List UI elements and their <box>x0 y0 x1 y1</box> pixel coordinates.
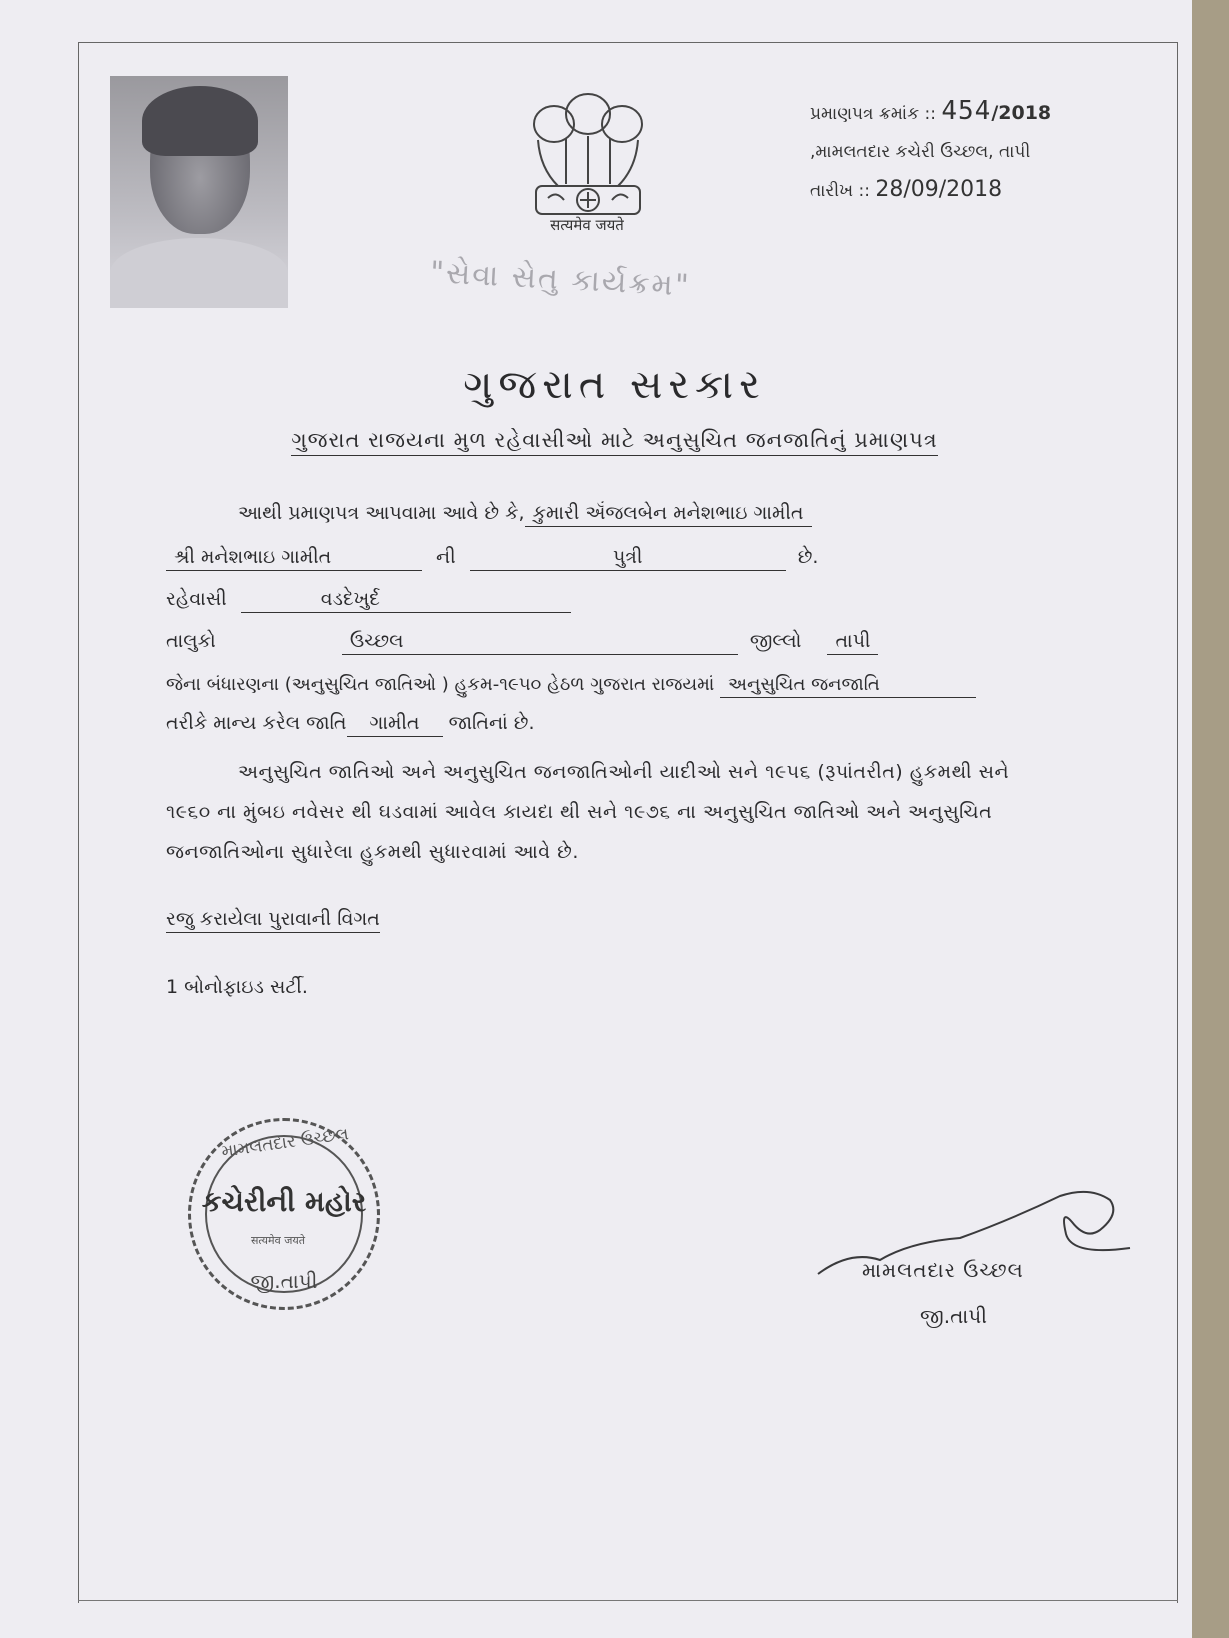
document-subtitle: ગુજરાત રાજયના મુળ રહેવાસીઓ માટે અનુસુચિત જનજાતિનું પ્રમાણપત્ર <box>0 428 1229 453</box>
document-title: ગુજરાત સરકાર <box>463 362 766 408</box>
amendment-paragraph: અનુસુચિત જાતિઓ અને અનુસુચિત જનજાતિઓની યાદીઓ સને ૧૯૫૬ (રૂપાંતરીત) હુકમથી સને ૧૯૬૦ ના મુંબઇ નવેસર થી ઘડવામાં આવેલ કાયદા થી સને ૧૯૭૬ ના અનુસુચિત જાતિઓ અને અનુસુચિત જનજાતિઓના સુધારેલા હુકમથી સુધારવામાં આવે છે. <box>166 761 1010 863</box>
residence-line: રહેવાસી વડદેખુર્દ <box>166 588 571 613</box>
issue-date: 28/09/2018 <box>875 177 1003 202</box>
caste-line: તરીકે માન્ય કરેલ જાતિ ગામીત જાતિનાં છે. <box>166 712 535 737</box>
intro-line: આથી પ્રમાણપત્ર આપવામા આવે છે કે, કુમારી ઍંજલબેન મનેશભાઇ ગામીત <box>238 502 812 527</box>
issuing-office: ,મામલતદાર કચેરી ઉચ્છલ, તાપી <box>810 142 1031 162</box>
taluka-line: તાલુકો ઉચ્છલ જીલ્લો તાપી <box>166 630 878 655</box>
certificate-no-label: પ્રમાણપત્ર ક્રમાંક :: <box>810 104 936 124</box>
district-value: તાપી <box>827 630 878 655</box>
date-label: તારીખ :: <box>810 181 870 201</box>
applicant-photo <box>110 76 288 308</box>
signatory-title: મામલતદાર ઉચ્છલ <box>862 1258 1024 1282</box>
evidence-item: 1 બોનોફાઇડ સર્ટી. <box>166 976 308 998</box>
officer-signature <box>810 1190 1140 1300</box>
certificate-no-year: /2018 <box>991 102 1052 124</box>
father-name: શ્રી મનેશભાઇ ગામીત <box>166 546 422 571</box>
signatory-district: જી.તાપી <box>920 1304 987 1328</box>
relation: પુત્રી <box>470 546 786 571</box>
faded-stamp: "સેવા સેતુ કાર્યક્રમ" <box>429 255 692 304</box>
residence-value: વડદેખુર્દ <box>241 588 571 613</box>
order-line: જેના બંધારણના (અનુસુચિત જાતિઓ ) હુકમ-૧૯૫૦ હેઠળ ગુજરાત રાજયમાં અનુસુચિત જનજાતિ <box>166 674 976 698</box>
father-line: શ્રી મનેશભાઇ ગામીત ની પુત્રી છે. <box>166 546 818 571</box>
evidence-heading: રજુ કરાયેલા પુરાવાની વિગત <box>166 908 380 930</box>
certificate-reference <box>810 92 1051 210</box>
emblem-motto: सत्यमेव जयते <box>550 216 624 234</box>
bottom-border <box>78 1600 1178 1601</box>
caste-value: ગામીત <box>347 712 443 737</box>
holder-name: કુમારી ઍંજલબેન મનેશભાઇ ગામીત <box>525 502 812 527</box>
office-seal: મામલતદાર ઉચ્છલ કચેરીની મહોર सत्यमेव जयते જી.તાપી <box>188 1118 380 1310</box>
taluka-value: ઉચ્છલ <box>342 630 738 655</box>
certificate-no-handwritten: 454 <box>941 96 992 126</box>
national-emblem-icon <box>518 78 658 238</box>
category-value: અનુસુચિત જનજાતિ <box>720 674 976 698</box>
